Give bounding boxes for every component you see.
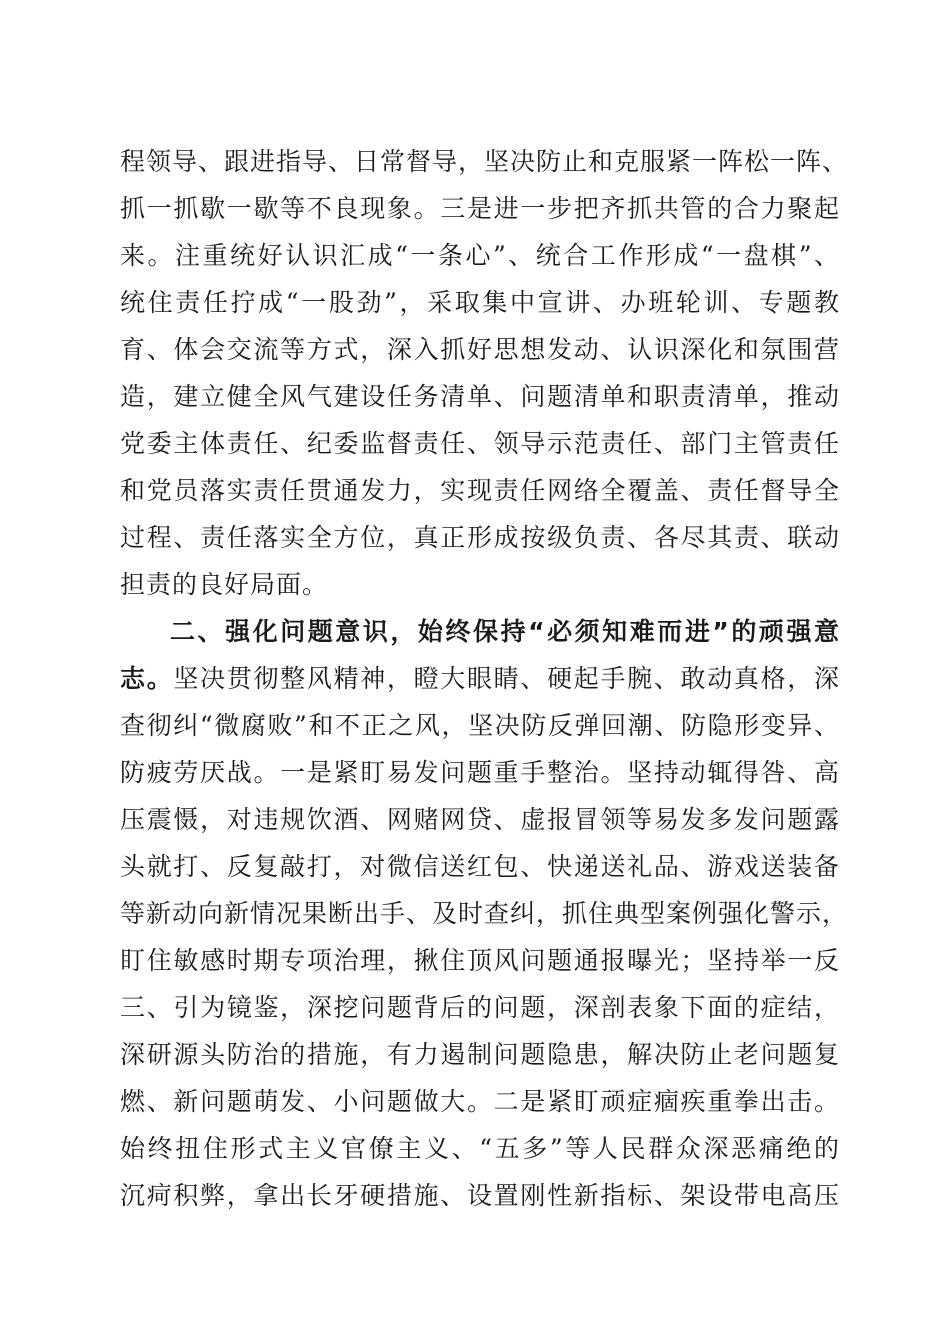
text-line bbox=[120, 702, 840, 749]
text-line bbox=[120, 138, 849, 185]
text-run: 抓一抓歇一歇等不良现象。三是进一步把齐抓共管的合力聚起 bbox=[120, 194, 840, 223]
text-run: 来。注重统好认识汇成“一条心”、统合工作形成“一盘棋”、 bbox=[120, 241, 840, 270]
text-line bbox=[120, 467, 840, 514]
text-line bbox=[120, 514, 840, 561]
text-run: 育、体会交流等方式，深入抓好思想发动、认识深化和氛围营 bbox=[120, 335, 840, 364]
text-line bbox=[120, 1172, 840, 1219]
text-line bbox=[120, 608, 840, 655]
text-run: 始终扭住形式主义官僚主义、“五多”等人民群众深恶痛绝的 bbox=[120, 1134, 840, 1163]
text-run: 燃、新问题萌发、小问题做大。二是紧盯顽症痼疾重拳出击。 bbox=[120, 1087, 840, 1116]
text-line bbox=[120, 1125, 840, 1172]
text-line bbox=[120, 843, 840, 890]
text-line bbox=[120, 655, 840, 702]
text-run: 和党员落实责任贯通发力，实现责任网络全覆盖、责任督导全 bbox=[120, 476, 840, 505]
text-run: 查彻纠“微腐败”和不正之风，坚决防反弹回潮、防隐形变异、 bbox=[120, 711, 840, 740]
text-line bbox=[120, 749, 840, 796]
text-line bbox=[120, 420, 840, 467]
text-run: 三、引为镜鉴，深挖问题背后的问题，深剖表象下面的症结， bbox=[120, 993, 840, 1022]
text-line bbox=[120, 232, 840, 279]
text-line bbox=[120, 1078, 840, 1125]
text-run: 头就打、反复敲打，对微信送红包、快递送礼品、游戏送装备 bbox=[120, 852, 840, 881]
text-run: 防疲劳厌战。一是紧盯易发问题重手整治。坚持动辄得咎、高 bbox=[120, 758, 840, 787]
text-run: 造，建立健全风气建设任务清单、问题清单和职责清单，推动 bbox=[120, 382, 840, 411]
bold-text-run: 二、强化问题意识，始终保持“必须知难而进”的顽强意 bbox=[170, 617, 840, 646]
text-line bbox=[120, 796, 840, 843]
text-line bbox=[120, 373, 840, 420]
text-line bbox=[120, 326, 840, 373]
text-run: 等新动向新情况果断出手、及时查纠，抓住典型案例强化警示， bbox=[120, 899, 849, 928]
text-line bbox=[120, 890, 849, 937]
text-run: 程领导、跟进指导、日常督导，坚决防止和克服紧一阵松一阵、 bbox=[120, 147, 849, 176]
text-run: 坚决贯彻整风精神，瞪大眼睛、硬起手腕、敢动真格，深 bbox=[173, 664, 840, 693]
text-run: 担责的良好局面。 bbox=[120, 570, 329, 599]
text-run: 盯住敏感时期专项治理，揪住顶风问题通报曝光；坚持举一反 bbox=[120, 946, 840, 975]
text-run: 过程、责任落实全方位，真正形成按级负责、各尽其责、联动 bbox=[120, 523, 840, 552]
text-line bbox=[120, 185, 840, 232]
text-run: 统住责任拧成“一股劲”，采取集中宣讲、办班轮训、专题教 bbox=[120, 288, 840, 317]
text-line bbox=[120, 1031, 840, 1078]
text-run: 深研源头防治的措施，有力遏制问题隐患，解决防止老问题复 bbox=[120, 1040, 840, 1069]
text-run: 党委主体责任、纪委监督责任、领导示范责任、部门主管责任 bbox=[120, 429, 840, 458]
text-run: 压震慑，对违规饮酒、网赌网贷、虚报冒领等易发多发问题露 bbox=[120, 805, 840, 834]
text-line bbox=[120, 984, 840, 1031]
text-line bbox=[120, 937, 840, 984]
text-line bbox=[120, 279, 840, 326]
text-line bbox=[120, 561, 840, 608]
text-run: 沉疴积弊，拿出长牙硬措施、设置刚性新指标、架设带电高压 bbox=[120, 1181, 840, 1210]
document-body bbox=[120, 138, 849, 1219]
bold-text-run: 志。 bbox=[120, 664, 174, 693]
